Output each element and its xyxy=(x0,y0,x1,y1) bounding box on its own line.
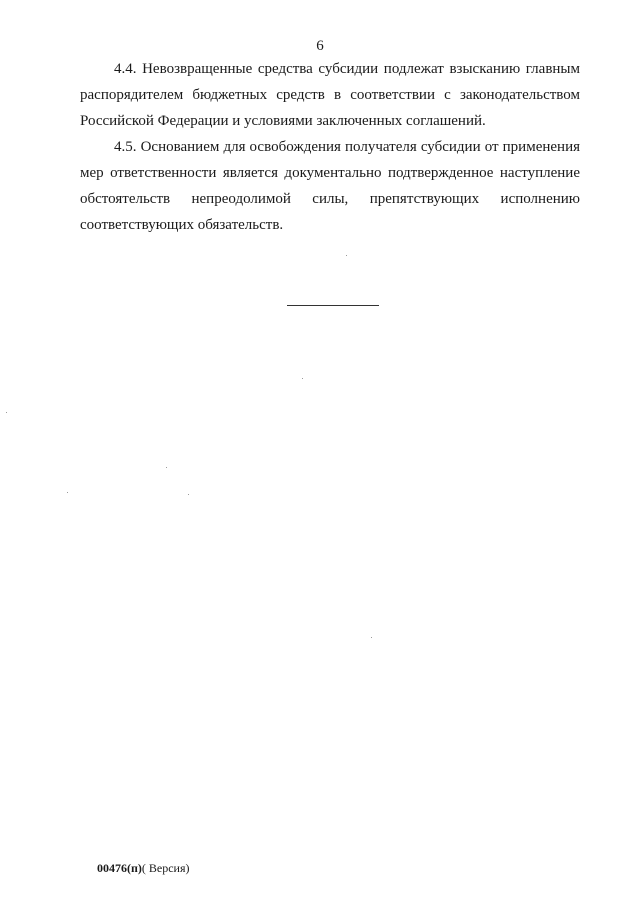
document-body xyxy=(80,56,580,238)
scan-speck xyxy=(188,494,189,495)
scan-speck xyxy=(6,412,7,413)
end-separator-line xyxy=(287,305,379,306)
scan-speck xyxy=(371,637,372,638)
scan-speck xyxy=(302,378,303,379)
scan-speck xyxy=(166,467,167,468)
document-code: 00476(п) xyxy=(97,861,142,875)
document-version: ( Версия) xyxy=(141,861,190,875)
scan-speck xyxy=(346,255,347,256)
page-number: 6 xyxy=(316,38,324,54)
scan-speck xyxy=(67,492,68,493)
paragraph-4-4: 4.4. Невозвращенные средства субсидии подлежат взысканию главным распорядителем бюджетных средств в соответствии с законодательством Российской Федерации и условиями заключенных соглашений. xyxy=(80,61,580,129)
document-footer xyxy=(97,861,190,876)
paragraph-4-5: 4.5. Основанием для освобождения получателя субсидии от применения мер ответственности является документально подтвержденное наступление обстоятельств непреодолимой силы, препятствующих исполнению соответствующих обязательств. xyxy=(80,139,580,233)
